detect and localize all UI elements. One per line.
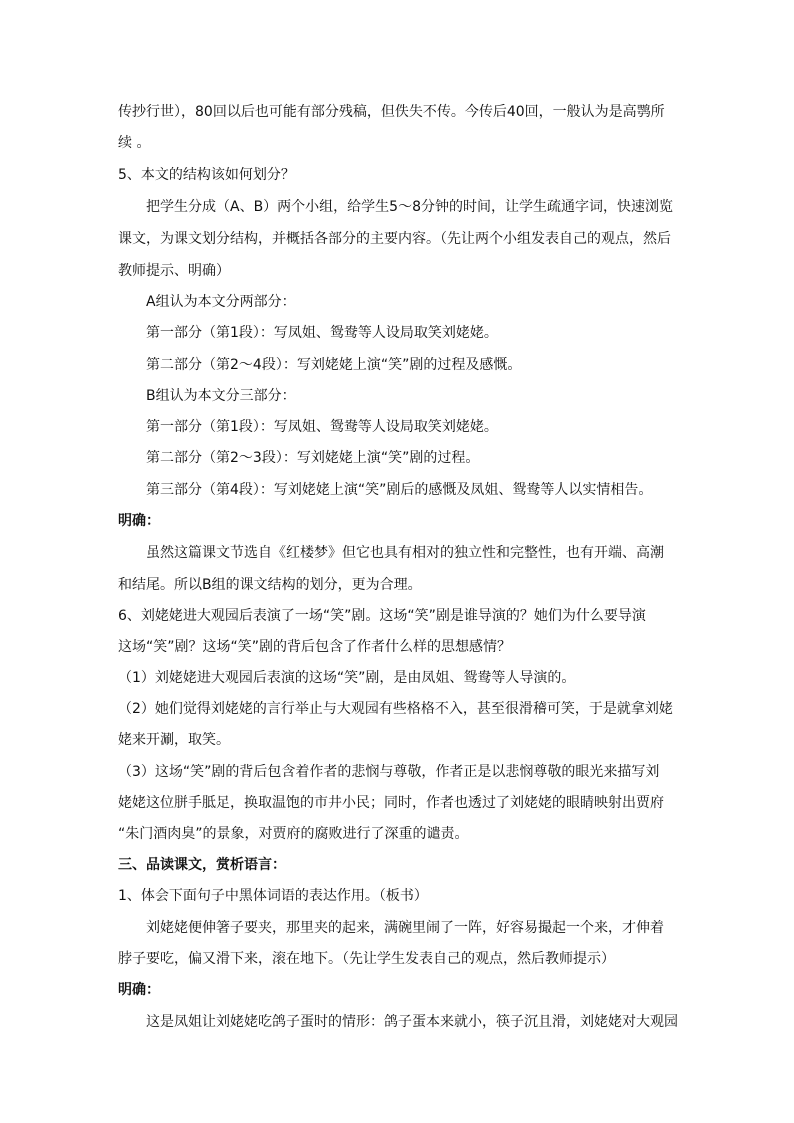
text-line: 姥姥这位胼手胝足，换取温饱的市井小民；同时，作者也透过了刘姥姥的眼睛映射出贾府 [118, 795, 664, 811]
text-line: 1、体会下面句子中黑体词语的表达作用。（板书） [118, 888, 428, 904]
clarification-heading: 明确： [118, 513, 160, 529]
text-line: 虽然这篇课文节选自《红楼梦》但它也具有相对的独立性和完整性，也有开端、高潮 [146, 545, 664, 561]
text-line: 传抄行世），80回以后也可能有部分残稿，但佚失不传。今传后40回，一般认为是高鹗所 [118, 104, 665, 120]
text-line: 第三部分（第4段）：写刘姥姥上演“笑”剧后的感慨及凤姐、鸳鸯等人以实情相告。 [146, 482, 653, 498]
text-line: 第二部分（第2～3段）：写刘姥姥上演“笑”剧的过程。 [146, 450, 480, 466]
text-line: 第二部分（第2～4段）：写刘姥姥上演“笑”剧的过程及感慨。 [146, 357, 522, 373]
text-line: 第一部分（第1段）：写凤姐、鸳鸯等人设局取笑刘姥姥。 [146, 325, 498, 341]
text-line: 第一部分（第1段）：写凤姐、鸳鸯等人设局取笑刘姥姥。 [146, 419, 498, 435]
text-line: 把学生分成（A、B）两个小组，给学生5～8分钟的时间，让学生疏通字词，快速浏览 [146, 199, 673, 215]
text-line: （2）她们觉得刘姥姥的言行举止与大观园有些格格不入，甚至很滑稽可笑，于是就拿刘姥 [118, 701, 673, 717]
text-line: （3）这场“笑”剧的背后包含着作者的悲悯与尊敬，作者正是以悲悯尊敬的眼光来描写刘 [118, 764, 660, 780]
text-line: 这是凤姐让刘姥姥吃鸽子蛋时的情形：鸽子蛋本来就小，筷子沉且滑，刘姥姥对大观园 [146, 1014, 678, 1030]
text-line: 刘姥姥便伸箸子要夹，那里夹的起来，满碗里闹了一阵，好容易撮起一个来，才伸着 [146, 920, 664, 936]
question-6: 6、刘姥姥进大观园后表演了一场“笑”剧。这场“笑”剧是谁导演的？她们为什么要导演 [118, 608, 646, 624]
question-5: 5、本文的结构该如何划分？ [118, 167, 295, 183]
section-heading-3: 三、品读课文，赏析语言： [118, 857, 286, 873]
text-line: 续 。 [118, 135, 151, 151]
text-line: 和结尾。所以B组的课文结构的划分，更为合理。 [118, 577, 422, 593]
text-line: 教师提示、明确） [118, 263, 230, 279]
clarification-heading: 明确： [118, 982, 160, 998]
text-line: “朱门酒肉臭”的景象，对贾府的腐败进行了深重的谴责。 [118, 826, 469, 842]
text-line: A组认为本文分两部分： [146, 294, 296, 310]
text-line: （1）刘姥姥进大观园后表演的这场“笑”剧，是由凤姐、鸳鸯等人导演的。 [118, 670, 576, 686]
text-line: 姥来开涮，取笑。 [118, 732, 230, 748]
text-line: B组认为本文分三部分： [146, 388, 296, 404]
text-line: 脖子要吃，偏又滑下来，滚在地下。（先让学生发表自己的观点，然后教师提示） [118, 951, 615, 967]
text-line: 这场“笑”剧？这场“笑”剧的背后包含了作者什么样的思想感情？ [118, 639, 512, 655]
text-line: 课文，为课文划分结构，并概括各部分的主要内容。（先让两个小组发表自己的观点，然后 [118, 231, 671, 247]
